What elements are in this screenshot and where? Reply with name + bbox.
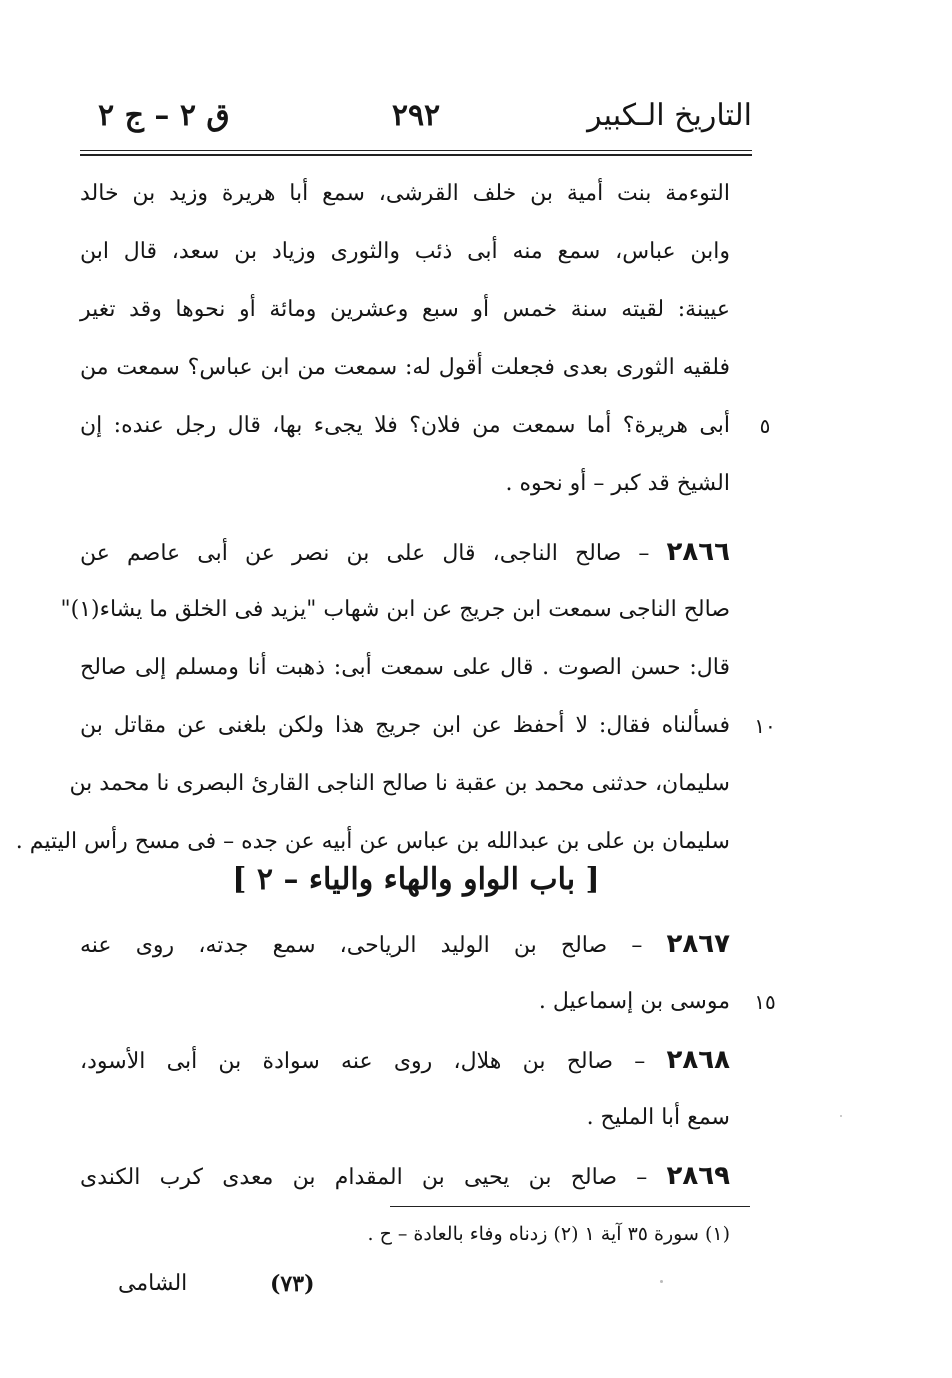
entry-2867-heading bbox=[80, 918, 730, 970]
line-number-15: ١٥ bbox=[754, 990, 776, 1014]
text-line: سليمان، حدثنى محمد بن عقبة نا صالح الناجى القارئ البصرى نا محمد بن bbox=[69, 771, 730, 796]
footnote-rule bbox=[390, 1206, 750, 1207]
catchword: الشامى bbox=[118, 1271, 188, 1296]
entry-2869-heading bbox=[80, 1150, 730, 1202]
text-line: فلقيه الثورى بعدى فجعلت أقول له: سمعت من ابن عباس؟ سمعت من bbox=[80, 355, 730, 380]
text-line: أبى هريرة؟ أما سمعت من فلان؟ فلا يجىء بها، قال رجل عنده: إن bbox=[80, 413, 730, 438]
text-line: قال: حسن الصوت . قال على سمعت أبى: ذهبت أنا ومسلم إلى صالح bbox=[80, 655, 730, 680]
line-number-5: ٥ bbox=[759, 414, 771, 438]
text-line: سمع أبا المليح . bbox=[586, 1105, 730, 1130]
entry-text: – صالح الناجى، قال على بن نصر عن أبى عاصم عن bbox=[80, 541, 667, 566]
volume-reference: ق ٢ – ج ٢ bbox=[98, 98, 230, 133]
text-line: صالح الناجى سمعت ابن جريج عن ابن شهاب "يزيد فى الخلق ما يشاء(١)" bbox=[60, 597, 730, 622]
entry-2868-heading bbox=[80, 1034, 730, 1086]
text-line: الشيخ قد كبر – أو نحوه . bbox=[505, 471, 730, 496]
text-line: سليمان بن على بن عبدالله بن عباس عن أبيه عن جده – فى مسح رأس اليتيم . bbox=[15, 829, 730, 854]
paper-speck bbox=[660, 1280, 663, 1283]
running-header bbox=[80, 96, 752, 146]
footnote: (١) سورة ٣٥ آية ١ (٢) زدناه وفاء بالعادة – ح . bbox=[367, 1223, 730, 1245]
entry-text: – صالح بن يحيى بن المقدام بن معدى كرب الكندى bbox=[80, 1165, 667, 1190]
signature-mark: (٧٣) bbox=[270, 1271, 315, 1297]
text-line: فسألناه فقال: لا أحفظ عن ابن جريج هذا ولكن بلغنى عن مقاتل بن bbox=[80, 713, 730, 738]
header-rule-thick bbox=[80, 154, 752, 156]
text-line: التوءمة بنت أمية بن خلف القرشى، سمع أبا هريرة وزيد بن خالد bbox=[80, 181, 730, 206]
entry-text: – صالح بن الوليد الرياحى، سمع جدته، روى عنه bbox=[80, 933, 667, 958]
running-title: التاريخ الـكبير bbox=[587, 98, 752, 133]
entry-2866-heading bbox=[80, 526, 730, 578]
entry-number: ٢٨٦٨ bbox=[666, 1045, 730, 1075]
text-line: وابن عباس، سمع منه أبى ذئب والثورى وزياد بن سعد، قال ابن bbox=[80, 239, 730, 264]
line-number-10: ١٠ bbox=[754, 714, 776, 738]
page-number: ٢٩٢ bbox=[391, 98, 441, 133]
header-rule-thin bbox=[80, 150, 752, 151]
chapter-heading: [ باب الواو والهاء والياء – ٢ ] bbox=[232, 862, 600, 897]
entry-number: ٢٨٦٧ bbox=[666, 929, 730, 959]
text-line: عيينة: لقيته سنة خمس أو سبع وعشرين ومائة أو نحوها وقد تغير bbox=[80, 297, 730, 322]
entry-text: – صالح بن هلال، روى عنه سوادة بن أبى الأسود، bbox=[80, 1049, 667, 1074]
text-line: موسى بن إسماعيل . bbox=[538, 989, 730, 1014]
paper-speck bbox=[840, 1115, 842, 1117]
entry-number: ٢٨٦٩ bbox=[666, 1161, 730, 1191]
entry-number: ٢٨٦٦ bbox=[666, 537, 730, 567]
